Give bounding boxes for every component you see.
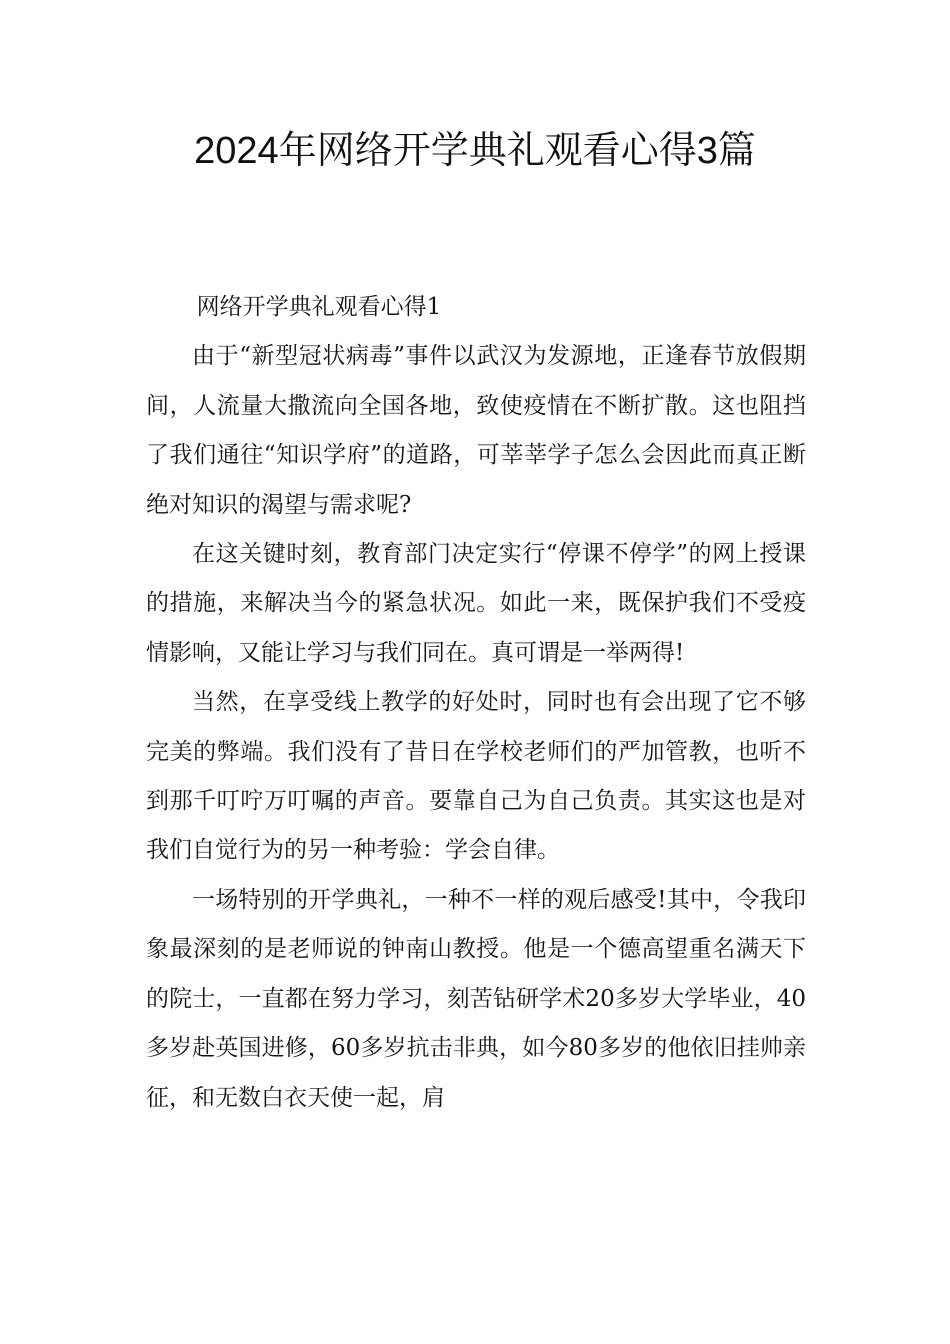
paragraph: 在这关键时刻，教育部门决定实行“停课不停学”的网上授课的措施，来解决当今的紧急状况。如此一来，既保护我们不受疫情影响，又能让学习与我们同在。真可谓是一举两得! [146, 541, 806, 666]
paragraph: 由于“新型冠状病毒”事件以武汉为发源地，正逢春节放假期间，人流量大撒流向全国各地，致使疫情在不断扩散。这也阻挡了我们通往“知识学府”的道路，可莘莘学子怎么会因此而真正断绝对知识的渴望与需求呢? [146, 343, 806, 518]
section-subheading: 网络开学典礼观看心得1 [196, 294, 442, 320]
paragraph: 当然，在享受线上教学的好处时，同时也有会出现了它不够完美的弊端。我们没有了昔日在学校老师们的严加管教，也听不到那千叮咛万叮嘱的声音。要靠自己为自己负责。其实这也是对我们自觉行为的另一种考验：学会自律。 [146, 689, 806, 864]
document-body [146, 283, 806, 1123]
document-title: 2024年网络开学典礼观看心得3篇 [194, 130, 756, 172]
paragraph: 一场特别的开学典礼，一种不一样的观后感受!其中，令我印象最深刻的是老师说的钟南山教授。他是一个德高望重名满天下的院士，一直都在努力学习，刻苦钻研学术20多岁大学毕业，40多岁赴英国进修，60多岁抗击非典，如今80多岁的他依旧挂帅亲征，和无数白衣天使一起，肩 [146, 886, 806, 1111]
